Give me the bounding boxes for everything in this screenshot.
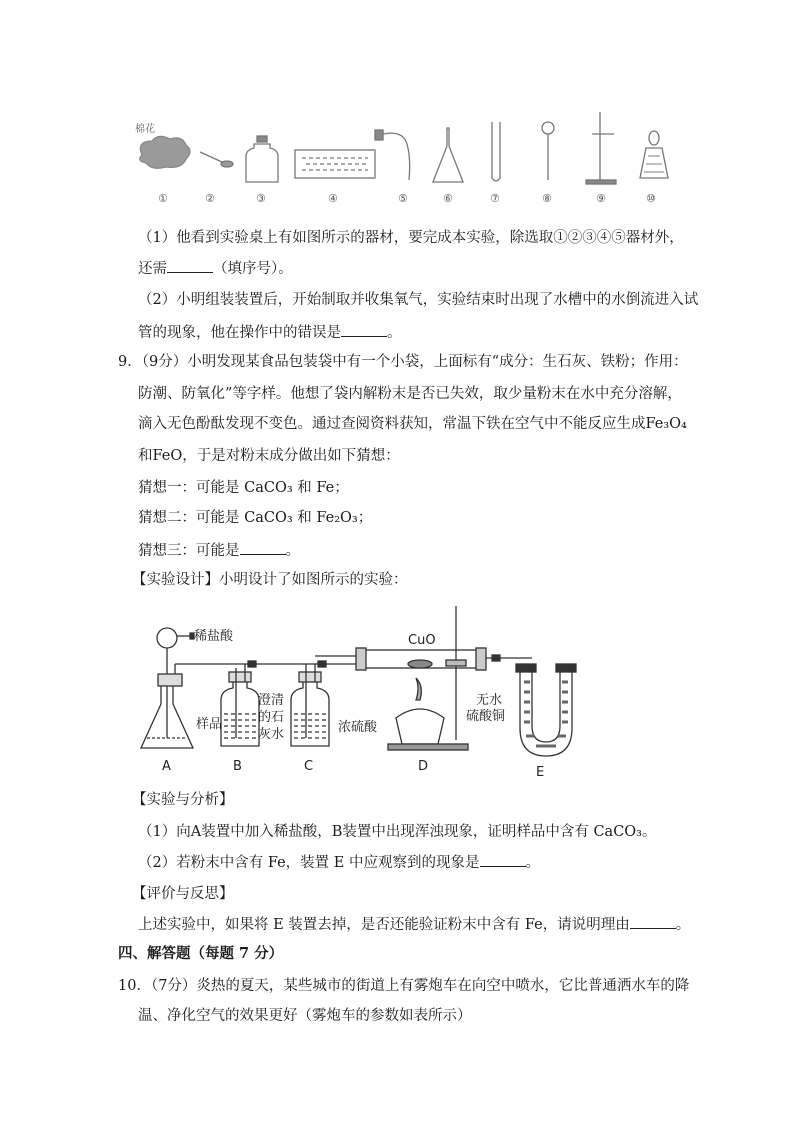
reflect-title: 【评价与反思】 [132, 886, 234, 902]
delivery-tube-icon [375, 130, 410, 180]
q9-line2: 防潮、防氧化”等字样。他想了袋内解粉末是否已失效，取少量粉末在水中充分溶解， [138, 386, 682, 402]
cotton-label: 棉花 [135, 124, 155, 135]
q9-line4: 和FeO，于是对粉末成分做出如下猜想： [138, 448, 400, 464]
q9-header: 9．（9分）小明发现某食品包装袋中有一个小袋，上面标有“成分：生石灰、铁粉；作用： [118, 354, 688, 370]
q8-sub1-line1: （1）他看到实验桌上有如图所示的器材，要完成本实验，除选取①②③④⑤器材外， [138, 230, 684, 246]
answer-blank[interactable] [630, 914, 676, 929]
apparatus-figure [130, 600, 600, 785]
sulfuric-acid-label: 浓硫酸 [338, 720, 378, 735]
limewater-label-3: 灰水 [258, 727, 285, 742]
q8-sub2-line2: 管的现象，他在操作中的错误是 。 [138, 322, 402, 343]
letter-a: A [162, 759, 171, 774]
lab-equipment-figure [130, 100, 670, 210]
analysis-title: 【实验与分析】 [132, 792, 234, 808]
test-tube-icon [492, 122, 500, 181]
sample-label: 样品 [196, 717, 223, 732]
equipment-number-6: ⑥ [443, 192, 453, 205]
equipment-number-7: ⑦ [490, 192, 500, 205]
equipment-number-4: ④ [328, 192, 338, 205]
q9-guess3: 猜想三：可能是 。 [138, 540, 300, 561]
iron-stand-icon [586, 112, 616, 184]
cuso4-label-1: 无水 [476, 693, 503, 708]
letter-b: B [233, 759, 242, 774]
acid-label: 稀盐酸 [194, 629, 234, 644]
reflect-text: 上述实验中，如果将 E 装置去掉，是否还能验证粉末中含有 Fe，请说明理由 。 [138, 914, 690, 935]
q9-guess2: 猜想二：可能是 CaCO₃ 和 Fe₂O₃； [138, 510, 373, 526]
limewater-label-2: 的石 [258, 710, 285, 725]
equipment-number-5: ⑤ [398, 192, 408, 205]
q9-line3: 滴入无色酚酞发现不变色。通过查阅资料获知，常温下铁在空气中不能反应生成Fe₃O₄ [138, 416, 687, 432]
equipment-number-9: ⑨ [596, 192, 606, 205]
answer-blank[interactable] [167, 258, 213, 273]
apparatus-d [356, 606, 532, 750]
equipment-number-2: ② [205, 192, 215, 205]
equipment-number-1: ① [158, 192, 168, 205]
letter-e: E [536, 765, 545, 780]
answer-blank[interactable] [240, 540, 286, 555]
spoon-icon [200, 152, 233, 167]
apparatus-a [141, 628, 245, 748]
letter-d: D [418, 759, 429, 774]
gas-jar-icon [246, 136, 278, 182]
analysis-2: （2）若粉末中含有 Fe，装置 E 中应观察到的现象是 。 [138, 852, 540, 873]
section4-title: 四、解答题（每题 7 分） [118, 945, 284, 962]
analysis-1: （1）向A装置中加入稀盐酸，B装置中出现浑浊现象，证明样品中含有 CaCO₃。 [138, 824, 657, 840]
q9-design: 【实验设计】小明设计了如图所示的实验： [132, 572, 408, 588]
apparatus-e [516, 664, 576, 756]
q10-line1: 10．（7分）炎热的夏天，某些城市的街道上有雾炮车在向空中喷水，它比普通洒水车的降 [118, 978, 690, 994]
equipment-number-3: ③ [256, 192, 266, 205]
equipment-number-10: ⑩ [646, 192, 656, 205]
conical-flask-icon [433, 128, 463, 182]
cuo-label: CuO [408, 633, 436, 648]
water-trough-icon [295, 150, 375, 178]
q8-sub1-line2: 还需 （填序号）。 [138, 258, 293, 279]
cuso4-label-2: 硫酸铜 [466, 709, 506, 724]
alcohol-lamp-icon [640, 131, 668, 178]
letter-c: C [304, 759, 314, 774]
q9-guess1: 猜想一：可能是 CaCO₃ 和 Fe； [138, 480, 349, 496]
equipment-number-8: ⑧ [542, 192, 552, 205]
q8-sub2-line1: （2）小明组装装置后，开始制取并收集氧气，实验结束时出现了水槽中的水倒流进入试 [138, 292, 699, 308]
answer-blank[interactable] [341, 322, 387, 337]
answer-blank[interactable] [480, 852, 526, 867]
limewater-label-1: 澄清 [258, 693, 285, 708]
thistle-funnel-icon [542, 122, 554, 180]
q10-line2: 温、净化空气的效果更好（雾炮车的参数如表所示） [138, 1008, 472, 1024]
cotton-icon [135, 122, 190, 168]
